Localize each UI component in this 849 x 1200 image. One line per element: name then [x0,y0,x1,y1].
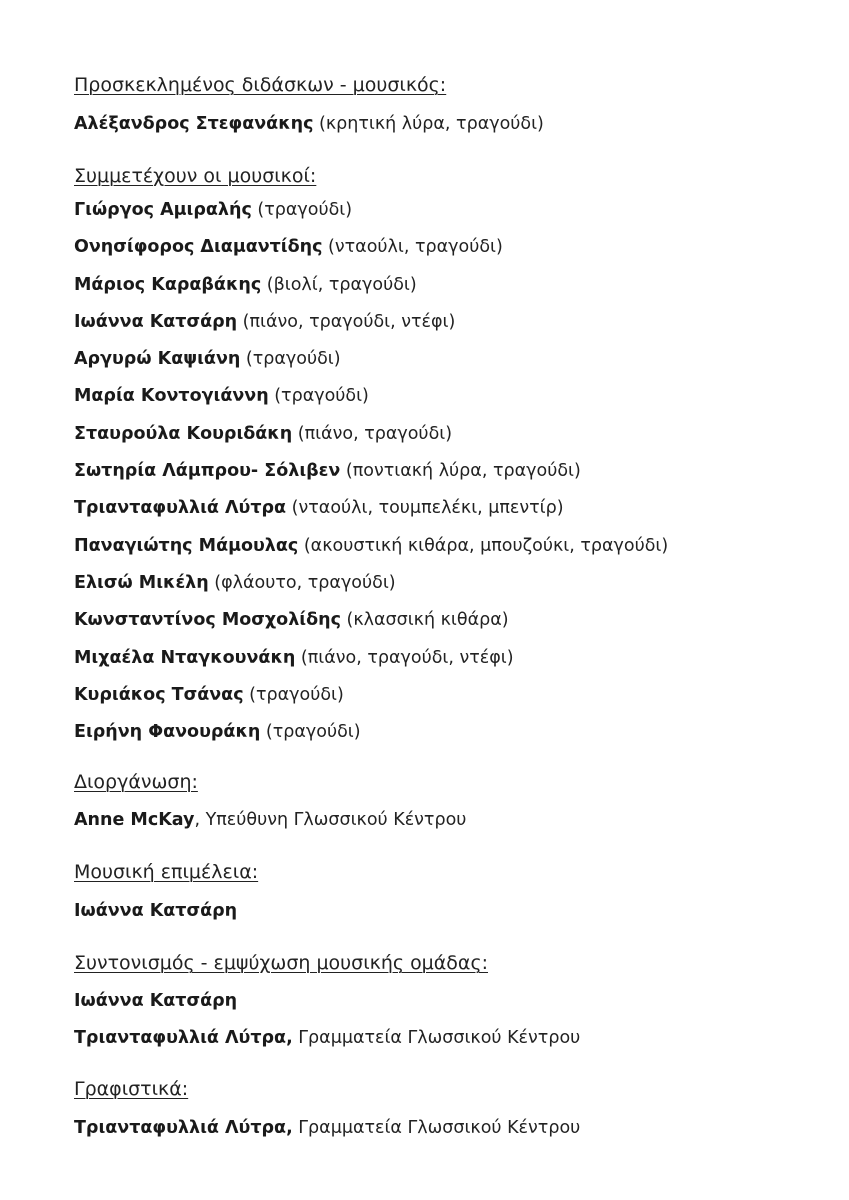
entry-name: Ιωάννα Κατσάρη [74,311,238,332]
entry-name: Κυριάκος Τσάνας [74,684,244,705]
entry-name: Γιώργος Αμιραλής [74,200,252,220]
entry-role: (τραγούδι) [260,722,361,743]
entry-role: (ακουστική κιθάρα, μπουζούκι, τραγούδι) [298,535,669,556]
list-item [74,112,794,136]
list-item [74,273,794,297]
entry-role: (νταούλι, τραγούδι) [322,237,503,258]
entry-role: , Υπεύθυνη Γλωσσικού Κέντρου [194,810,467,831]
document-page [74,68,794,1140]
entry-name: Αλέξανδρος Στεφανάκης [74,114,314,134]
entry-name: Μαρία Κοντογιάννη [74,386,269,407]
entry-name: Ειρήνη Φανουράκη [74,722,261,743]
section-heading-musical-direction: Μουσική επιμέλεια: [74,861,259,884]
entry-name: Ονησίφορος Διαμαντίδης [74,237,323,258]
entry-name: Τριανταφυλλιά Λύτρα, [74,1118,293,1139]
entry-name: Τριανταφυλλιά Λύτρα [74,498,287,519]
list-item [74,235,794,259]
entry-role: (φλάουτο, τραγούδι) [208,572,396,593]
list-item [74,347,794,371]
list-item [74,384,794,408]
entry-name: Τριανταφυλλιά Λύτρα, [74,1028,293,1049]
entry-role: (πιάνο, τραγούδι) [292,423,453,444]
entry-role: (τραγούδι) [243,684,344,705]
entry-name: Αργυρώ Καψιάνη [74,349,241,370]
entry-name: Σωτηρία Λάμπρου- Σόλιβεν [74,461,341,482]
entry-role: (πιάνο, τραγούδι, ντέφι) [295,647,514,668]
entry-role: (βιολί, τραγούδι) [261,274,417,295]
list-item [74,608,794,632]
list-item [74,683,794,707]
list-item [74,496,794,520]
entry-name: Μιχαέλα Νταγκουνάκη [74,647,296,668]
list-item [74,534,794,558]
list-item [74,198,794,222]
entry-role: (κλασσική κιθάρα) [340,610,509,631]
entry-role: (πιάνο, τραγούδι, ντέφι) [237,311,456,332]
musicians-list [74,198,794,744]
list-item [74,422,794,446]
section-heading-invited-instructor: Προσκεκλημένος διδάσκων - μουσικός: [74,74,447,96]
list-item [74,989,794,1013]
list-item [74,720,794,744]
entry-role: Γραμματεία Γλωσσικού Κέντρου [292,1028,581,1049]
entry-name: Ιωάννα Κατσάρη [74,901,238,922]
list-item [74,646,794,670]
section-heading-coordination: Συντονισμός - εμψύχωση μουσικής ομάδας: [74,952,489,975]
entry-name: Μάριος Καραβάκης [74,274,262,295]
list-item [74,571,794,595]
entry-role: (νταούλι, τουμπελέκι, μπεντίρ) [286,498,564,519]
list-item [74,808,794,832]
section-heading-graphics: Γραφιστικά: [74,1078,189,1101]
entry-role: (ποντιακή λύρα, τραγούδι) [340,461,581,482]
section-heading-musicians: Συμμετέχουν οι μουσικοί: [74,165,317,187]
entry-role: (τραγούδι) [251,200,353,220]
entry-role: (τραγούδι) [240,349,341,370]
entry-name: Σταυρούλα Κουριδάκη [74,423,293,444]
entry-name: Anne McKay [74,810,195,831]
entry-name: Ιωάννα Κατσάρη [74,991,238,1012]
list-item [74,1116,794,1140]
entry-role: (κρητική λύρα, τραγούδι) [313,114,544,134]
section-heading-organization: Διοργάνωση: [74,771,198,794]
entry-role: Γραμματεία Γλωσσικού Κέντρου [292,1118,581,1139]
list-item [74,459,794,483]
list-item [74,899,794,923]
entry-name: Ελισώ Μικέλη [74,572,209,593]
entry-name: Κωνσταντίνος Μοσχολίδης [74,610,341,631]
entry-name: Παναγιώτης Μάμουλας [74,535,299,556]
list-item [74,310,794,334]
entry-role: (τραγούδι) [268,386,369,407]
list-item [74,1026,794,1050]
